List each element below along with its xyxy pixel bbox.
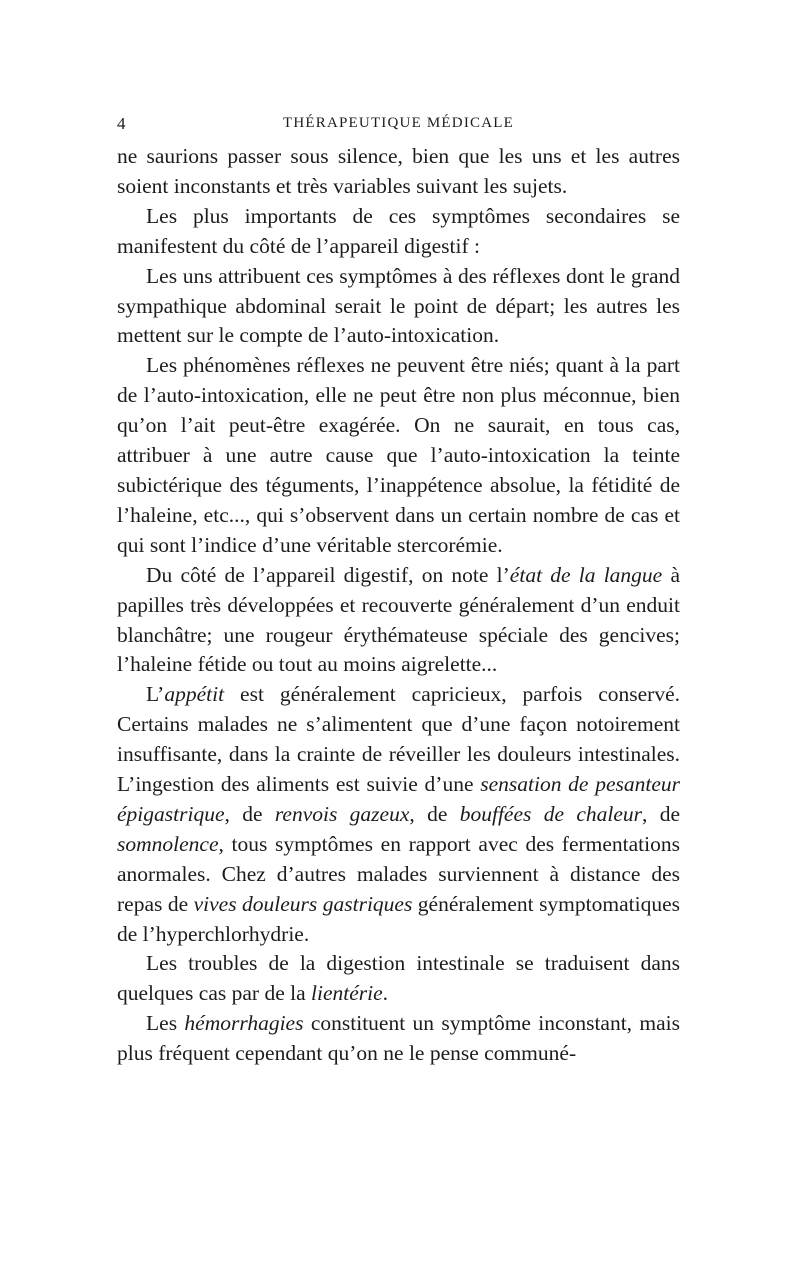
text-run: Les uns attribuent ces symptômes à des réflexes dont le grand sympathique abdominal serait le point de départ; les autres les mettent sur le compte de l’auto-intoxication. (117, 263, 680, 348)
text-run: Les (146, 1011, 185, 1036)
italic-term: bouffées de chaleur (459, 801, 643, 826)
running-head (117, 114, 680, 142)
text-run: Les troubles de la digestion intestinale se traduisent dans quelques cas par de la (117, 951, 680, 1006)
paragraph (117, 142, 680, 202)
text-run: , de (224, 801, 275, 826)
text-run: L’ (146, 682, 165, 707)
page-number: 4 (117, 114, 126, 133)
text-run: est généralement capricieux, parfois conservé. Certains malades ne s’alimentent que d’une façon notoirement insuffisante, dans la crainte de réveiller les douleurs intestinales. L’ingestion des aliments est suivie d’une (117, 682, 680, 797)
paragraph (117, 561, 680, 681)
paragraph (117, 949, 680, 1009)
italic-term: vives douleurs gastriques (193, 891, 413, 916)
book-page (117, 114, 680, 1069)
text-run: Les plus importants de ces symptômes secondaires se manifestent du côté de l’appareil digestif : (117, 203, 680, 258)
italic-term: état de la langue (509, 562, 663, 587)
text-run: , de (642, 801, 681, 826)
text-run: . (382, 981, 389, 1006)
italic-term: renvois gazeux (274, 801, 410, 826)
paragraph (117, 202, 680, 262)
text-run: ne saurions passer sous silence, bien que les uns et les autres soient inconstants et très variables suivant les sujets. (117, 144, 680, 198)
paragraph (117, 262, 680, 352)
italic-term: hémorrhagies (184, 1011, 304, 1036)
italic-term: lientérie (311, 981, 383, 1006)
text-run: Du côté de l’appareil digestif, on note l’ (146, 562, 510, 587)
body-text (117, 142, 680, 1069)
text-run: Les phénomènes réflexes ne peuvent être niés; quant à la part de l’auto-intoxication, elle ne peut être non plus méconnue, bien qu’on l’ait peut-être exagérée. On ne saurait, en tous cas, attribuer à une autre cause que l’auto-intoxication la teinte subictérique des téguments, l’inappétence absolue, la fétidité de l’haleine, etc..., qui s’observent dans un certain nombre de cas et qui sont l’indice d’une véritable stercorémie. (117, 353, 680, 557)
running-title: THÉRAPEUTIQUE MÉDICALE (283, 115, 514, 131)
text-run: généralement symptomatiques de l’hyperchlorhydrie. (117, 891, 681, 946)
italic-term: somnolence (117, 831, 219, 856)
text-run: , de (409, 801, 460, 826)
text-run: , tous symptômes en rapport avec des fermentations anormales. Chez d’autres malades surviennent à distance des repas de (117, 831, 680, 916)
paragraph (117, 351, 680, 560)
paragraph (117, 1009, 680, 1069)
paragraph (117, 680, 680, 949)
italic-term: sensation de pesanteur épigastrique (117, 772, 680, 826)
text-run: à papilles très développées et recouverte généralement d’un enduit blanchâtre; une rougeur érythémateuse spéciale des gencives; l’haleine fétide ou tout au moins aigrelette... (117, 562, 680, 677)
text-run: constituent un symptôme inconstant, mais plus fréquent cependant qu’on ne le pense communé- (117, 1011, 681, 1066)
italic-term: appétit (164, 682, 225, 707)
